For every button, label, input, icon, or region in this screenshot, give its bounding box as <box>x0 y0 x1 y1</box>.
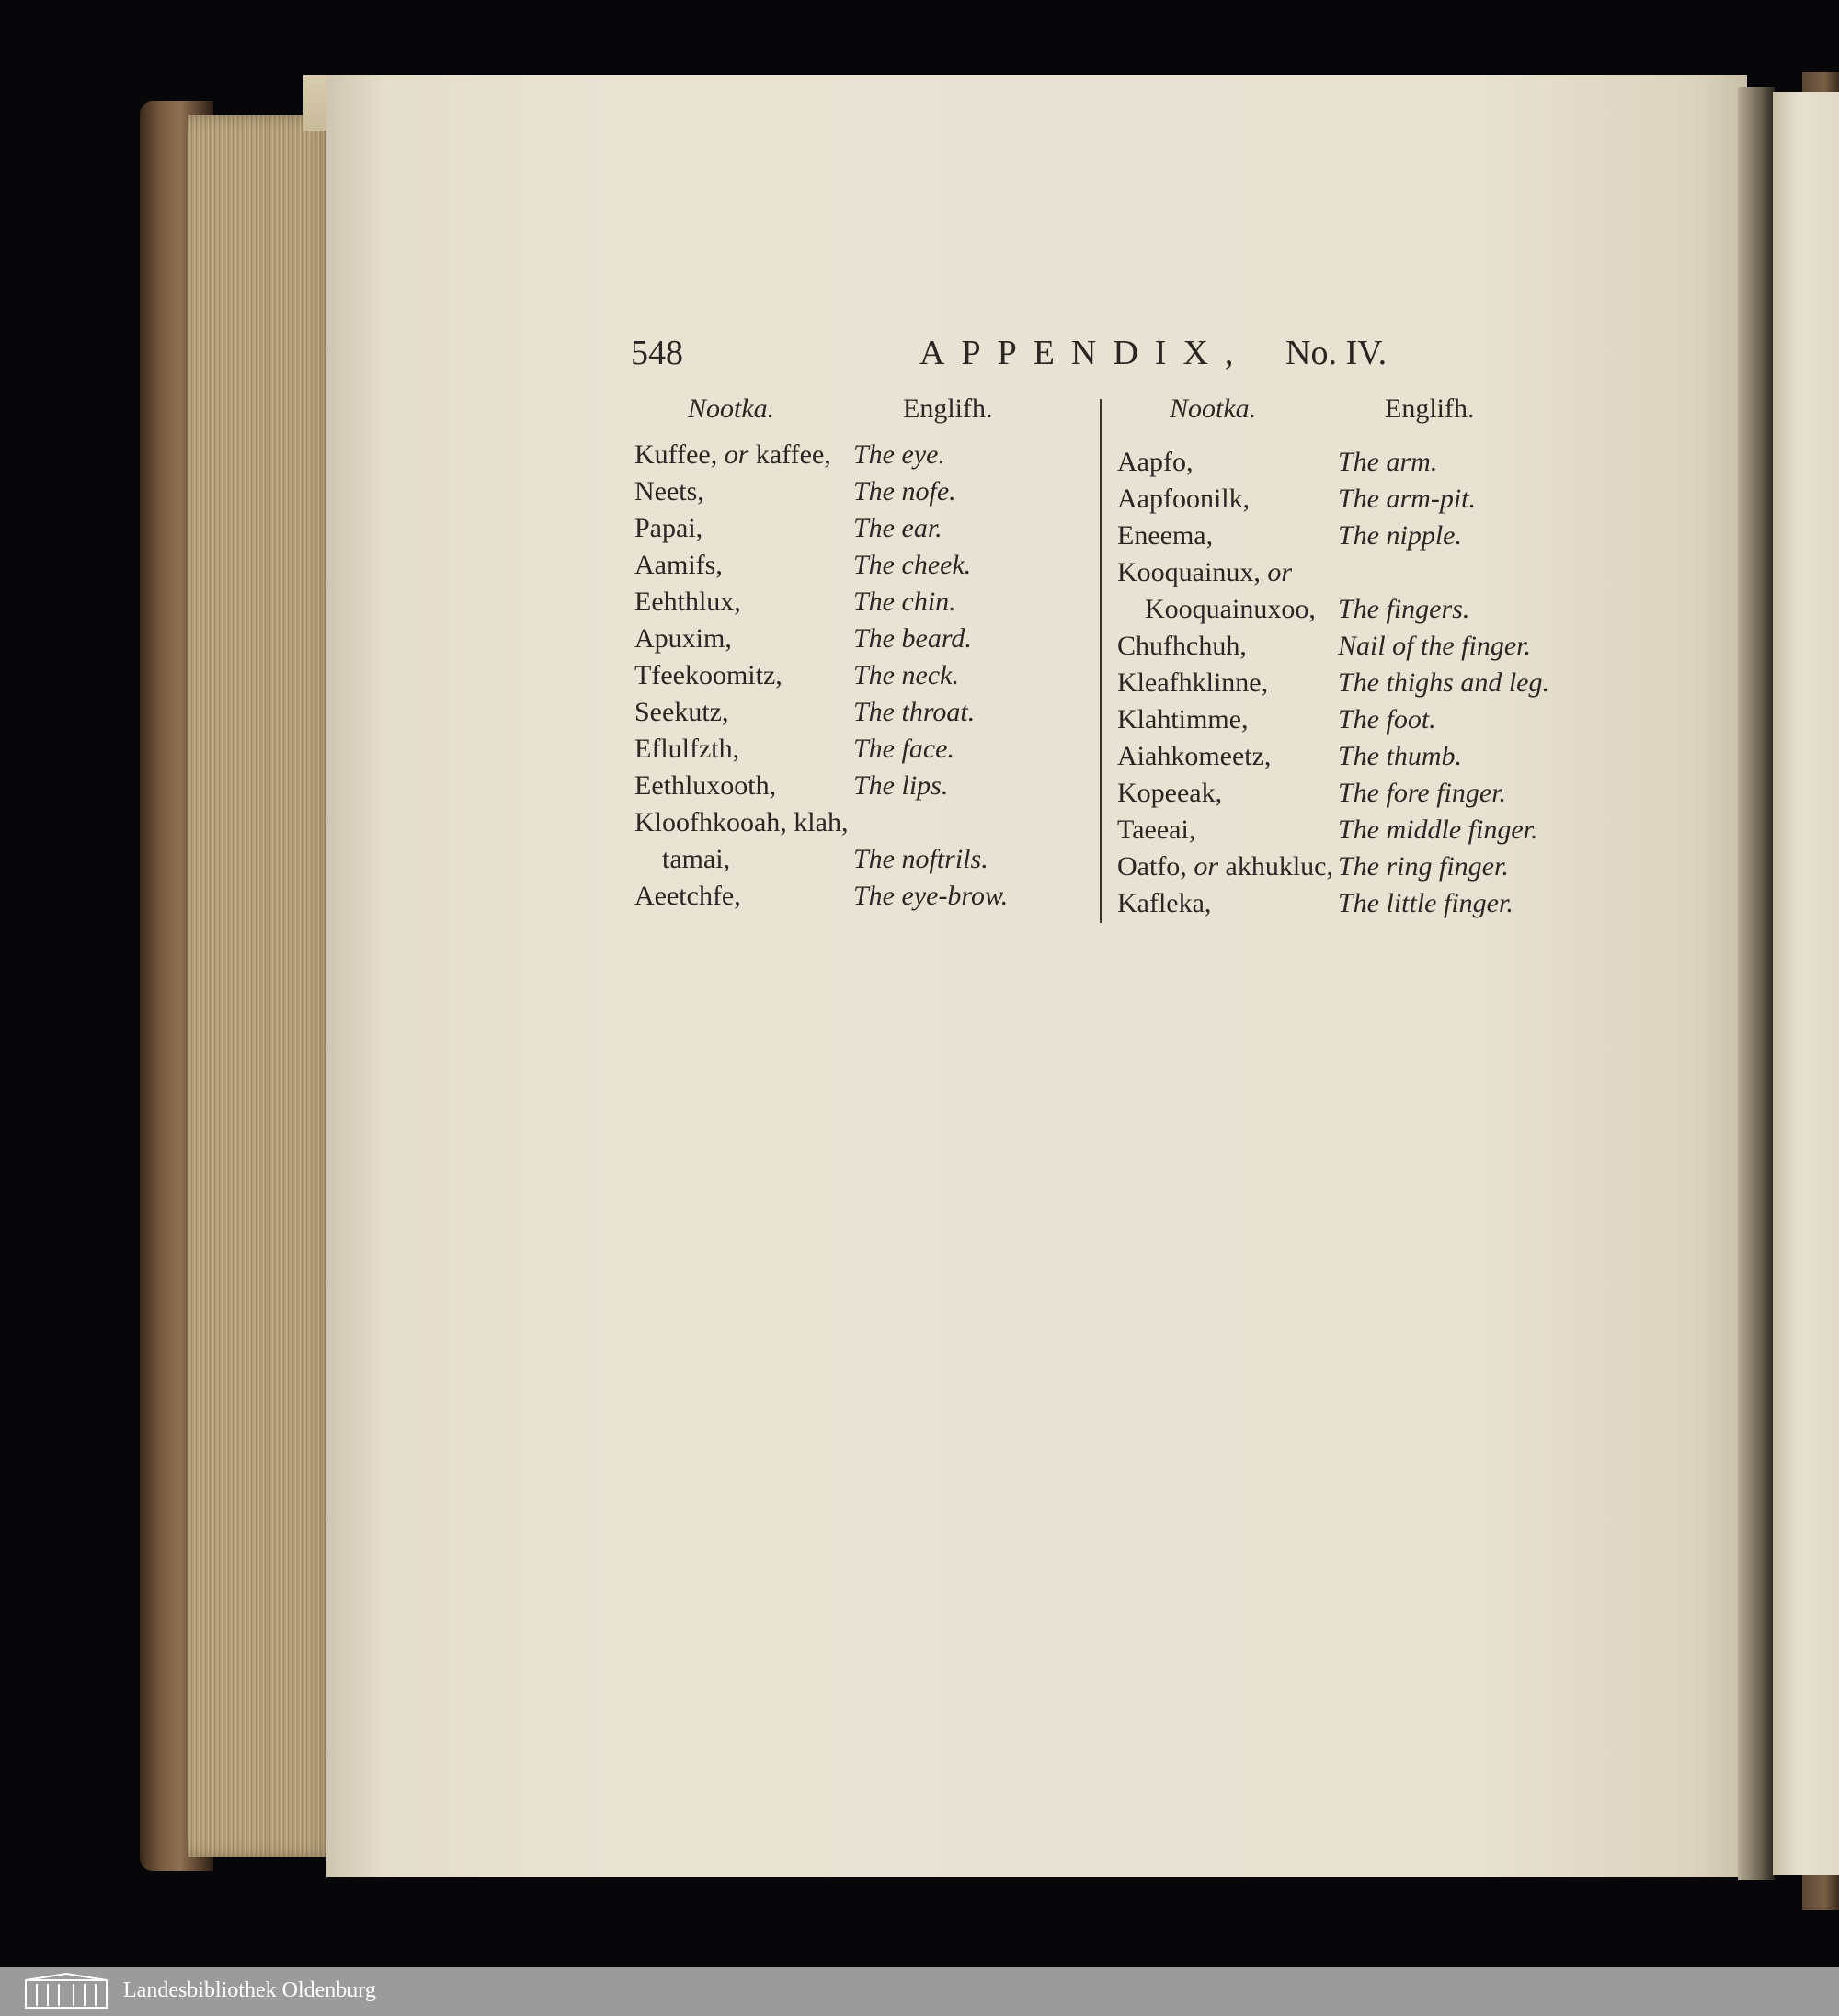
english-translation: The cheek. <box>853 550 972 580</box>
nootka-term: Taeeai, <box>1117 814 1196 845</box>
nootka-word <box>1117 667 1268 699</box>
nootka-alternative: akhukluc, <box>1225 851 1333 882</box>
nootka-term: Apuxim, <box>634 623 732 654</box>
nootka-term: Eethluxooth, <box>634 770 777 801</box>
english-translation: The beard. <box>853 623 972 654</box>
nootka-word <box>634 734 739 765</box>
column-divider <box>1100 399 1102 923</box>
nootka-word <box>1117 447 1193 478</box>
nootka-word <box>634 623 732 655</box>
nootka-word <box>634 697 728 728</box>
english-translation: The fore finger. <box>1338 778 1507 808</box>
english-translation: The foot. <box>1338 704 1436 735</box>
nootka-term: Kooquainuxoo, <box>1145 594 1316 624</box>
right-header-english: Englifh. <box>1385 393 1475 424</box>
nootka-term: Kafleka, <box>1117 888 1212 918</box>
nootka-term: Eehthlux, <box>634 587 741 617</box>
english-translation: The throat. <box>853 697 976 727</box>
english-translation: The eye-brow. <box>853 881 1009 911</box>
english-translation: The noftrils. <box>853 844 988 874</box>
nootka-term: Neets, <box>634 476 704 507</box>
nootka-word <box>1117 814 1195 846</box>
nootka-word <box>1117 484 1250 515</box>
nootka-term: Papai, <box>634 513 703 543</box>
nootka-word <box>634 587 741 618</box>
english-translation: The nipple. <box>1338 520 1462 551</box>
english-translation: The nofe. <box>853 476 956 507</box>
english-translation: Nail of the finger. <box>1338 631 1531 661</box>
running-head: APPENDIX, <box>920 334 1251 372</box>
nootka-word <box>1117 741 1271 772</box>
nootka-term: Eneema, <box>1117 520 1214 551</box>
english-translation: The little finger. <box>1338 888 1513 918</box>
nootka-term: Kooquainux, <box>1117 557 1261 587</box>
nootka-word <box>1145 594 1316 625</box>
connector-word: or <box>1194 851 1218 882</box>
nootka-term: Kopeeak, <box>1117 778 1223 808</box>
connector-word: or <box>724 439 749 470</box>
nootka-term: Seekutz, <box>634 697 729 727</box>
nootka-term: Aapfo, <box>1117 447 1194 477</box>
footer-bar <box>0 1967 1839 2016</box>
book-gutter <box>1738 87 1775 1880</box>
nootka-word <box>634 660 782 691</box>
english-translation: The thumb. <box>1338 741 1462 771</box>
english-translation: The ring finger. <box>1338 851 1509 882</box>
library-name: Landesbibliothek Oldenburg <box>123 1978 376 2002</box>
connector-word: or <box>1267 557 1293 587</box>
left-header-nootka: Nootka. <box>688 393 775 424</box>
nootka-word <box>1117 778 1222 809</box>
nootka-word <box>1117 520 1213 552</box>
nootka-word <box>634 476 704 507</box>
nootka-word <box>662 844 730 875</box>
nootka-alternative: kaffee, <box>755 439 831 470</box>
nootka-term: Klahtimme, <box>1117 704 1249 735</box>
english-translation: The eye. <box>853 439 945 470</box>
nootka-word <box>1117 851 1333 883</box>
appendix-number: No. IV. <box>1285 334 1388 372</box>
nootka-term: Kuffee, <box>634 439 718 470</box>
nootka-word <box>634 881 741 912</box>
page-number: 548 <box>631 334 683 372</box>
facing-page-edge <box>1773 92 1839 1875</box>
english-translation: The middle finger. <box>1338 814 1538 845</box>
english-translation: The face. <box>853 734 954 764</box>
nootka-word <box>1117 704 1248 735</box>
nootka-term: Oatfo, <box>1117 851 1187 882</box>
english-translation: The thighs and leg. <box>1338 667 1549 698</box>
nootka-word <box>1117 557 1292 588</box>
nootka-word <box>634 807 848 838</box>
nootka-word <box>1117 888 1211 919</box>
right-header-nootka: Nootka. <box>1170 393 1257 424</box>
nootka-term: Tfeekoomitz, <box>634 660 782 690</box>
left-header-english: Englifh. <box>903 393 993 424</box>
nootka-term: Eflulfzth, <box>634 734 740 764</box>
library-building-logo-icon <box>20 1973 112 2010</box>
nootka-term: Chufhchuh, <box>1117 631 1247 661</box>
english-translation: The chin. <box>853 587 956 617</box>
nootka-word <box>634 770 776 802</box>
nootka-term: Aamifs, <box>634 550 723 580</box>
nootka-term: Aeetchfe, <box>634 881 741 911</box>
nootka-term: Kleafhklinne, <box>1117 667 1269 698</box>
english-translation: The ear. <box>853 513 942 543</box>
nootka-word <box>634 550 723 581</box>
english-translation: The neck. <box>853 660 959 690</box>
nootka-word <box>634 513 702 544</box>
nootka-term: Aiahkomeetz, <box>1117 741 1272 771</box>
nootka-word <box>1117 631 1247 662</box>
page-edges <box>188 115 336 1857</box>
english-translation: The arm-pit. <box>1338 484 1476 514</box>
english-translation: The fingers. <box>1338 594 1470 624</box>
nootka-word <box>634 439 831 471</box>
nootka-term: Aapfoonilk, <box>1117 484 1251 514</box>
english-translation: The arm. <box>1338 447 1438 477</box>
nootka-term: tamai, <box>662 844 731 874</box>
english-translation: The lips. <box>853 770 949 801</box>
nootka-term: Kloofhkooah, klah, <box>634 807 849 837</box>
